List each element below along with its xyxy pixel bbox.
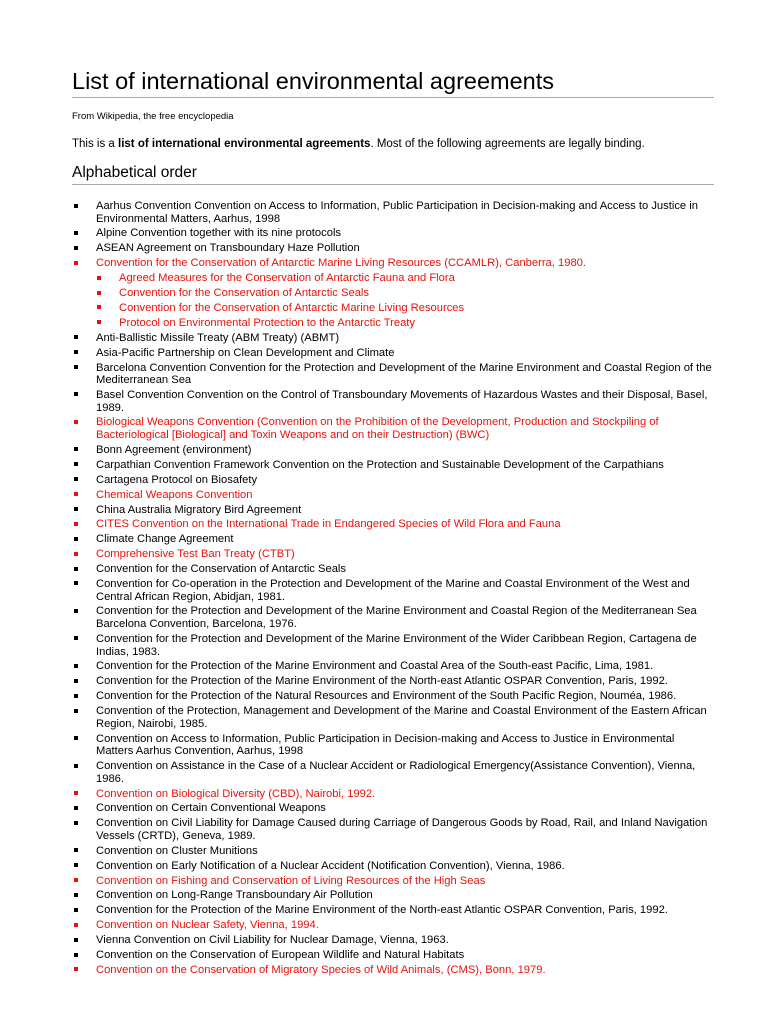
list-item-link[interactable]: Biological Weapons Convention (Convention on the Prohibition of the Development, Production and Stockpiling of Bacteriological [Biological] and Toxin Weapons and on their Destruction) (BWC): [96, 416, 659, 442]
list-item-text: Convention on Early Notification of a Nuclear Accident (Notification Convention), Vienna, 1986.: [96, 859, 565, 872]
list-item-link[interactable]: Comprehensive Test Ban Treaty (CTBT): [96, 548, 295, 561]
list-item-text: Convention of the Protection, Management and Development of the Marine and Coastal Environment of the Eastern African Region, Nairobi, 1985.: [96, 705, 707, 730]
list-item-text: China Australia Migratory Bird Agreement: [96, 503, 302, 516]
list-item-link[interactable]: Convention for the Conservation of Antarctic Seals: [119, 287, 369, 300]
list-item-text: Convention on Civil Liability for Damage Caused during Carriage of Dangerous Goods by Road, Rail, and Inland Navigation Vessels (CRTD), Geneva, 1989.: [96, 817, 708, 842]
list-item-text: Convention for the Protection of the Marine Environment of the North-east Atlantic OSPAR Convention, Paris, 1992.: [96, 675, 668, 688]
intro-bold: list of international environmental agreements: [118, 138, 371, 150]
list-item: [72, 362, 714, 387]
sub-list-item[interactable]: [72, 317, 714, 330]
list-item: [72, 817, 714, 842]
list-item: [72, 845, 714, 858]
square-bullet-icon: [74, 791, 78, 795]
agreement-list: [72, 200, 714, 977]
list-item: [72, 705, 714, 730]
list-item: [72, 802, 714, 815]
square-bullet-icon: [74, 477, 78, 481]
list-item: [72, 242, 714, 255]
sub-list-item[interactable]: [72, 302, 714, 315]
square-bullet-icon: [97, 291, 101, 295]
list-item: [72, 533, 714, 546]
square-bullet-icon: [74, 821, 78, 825]
list-item-text: Convention for the Conservation of Antarctic Seals: [96, 563, 346, 576]
list-item-text: Cartagena Protocol on Biosafety: [96, 473, 258, 486]
list-item[interactable]: [72, 788, 714, 801]
square-bullet-icon: [74, 581, 78, 585]
list-item: [72, 444, 714, 457]
list-item-text: Convention for the Protection and Development of the Marine Environment of the Wider Caribbean Region, Cartagena de Indias, 1983.: [96, 632, 697, 658]
list-item[interactable]: [72, 416, 714, 441]
square-bullet-icon: [74, 736, 78, 740]
square-bullet-icon: [74, 335, 78, 339]
square-bullet-icon: [74, 609, 78, 613]
square-bullet-icon: [74, 246, 78, 250]
list-item-text: ASEAN Agreement on Transboundary Haze Pollution: [96, 242, 360, 255]
sub-list-item[interactable]: [72, 272, 714, 285]
list-item: [72, 332, 714, 345]
square-bullet-icon: [74, 507, 78, 511]
list-item-link[interactable]: Convention on Biological Diversity (CBD), Nairobi, 1992.: [96, 787, 376, 800]
list-item: [72, 459, 714, 472]
square-bullet-icon: [74, 863, 78, 867]
square-bullet-icon: [74, 231, 78, 235]
square-bullet-icon: [74, 462, 78, 466]
list-item: [72, 389, 714, 414]
list-item-text: Carpathian Convention Framework Convention on the Protection and Sustainable Development of the Carpathians: [96, 458, 664, 471]
list-item: [72, 474, 714, 487]
square-bullet-icon: [74, 365, 78, 369]
list-item: [72, 675, 714, 688]
square-bullet-icon: [74, 204, 78, 208]
list-item: [72, 347, 714, 360]
square-bullet-icon: [97, 320, 101, 324]
list-item-link[interactable]: Convention on Fishing and Conservation of Living Resources of the High Seas: [96, 874, 486, 887]
list-item: [72, 904, 714, 917]
list-item-text: Convention for the Protection of the Marine Environment of the North-east Atlantic OSPAR Convention, Paris, 1992.: [96, 904, 668, 917]
list-item-text: Convention for Co-operation in the Protection and Development of the Marine and Coastal Environment of the West and Central African Region, Abidjan, 1981.: [96, 577, 690, 603]
list-item: [72, 860, 714, 873]
list-item-text: Anti-Ballistic Missile Treaty (ABM Treaty) (ABMT): [96, 331, 340, 344]
square-bullet-icon: [74, 636, 78, 640]
intro-paragraph: [72, 137, 714, 152]
square-bullet-icon: [74, 567, 78, 571]
list-item-text: Climate Change Agreement: [96, 533, 234, 546]
list-item-link[interactable]: Convention for the Conservation of Antarctic Marine Living Resources (CCAMLR), Canberra, 1980.: [96, 257, 586, 270]
list-item-link[interactable]: Convention on the Conservation of Migratory Species of Wild Animals, (CMS), Bonn, 1979.: [96, 963, 546, 976]
list-item-text: Convention on Assistance in the Case of a Nuclear Accident or Radiological Emergency(Assistance Convention), Vienna, 1986.: [96, 760, 696, 785]
list-item: [72, 934, 714, 947]
square-bullet-icon: [74, 522, 78, 526]
page-title: List of international environmental agreements: [72, 66, 714, 98]
square-bullet-icon: [74, 908, 78, 912]
list-item-link[interactable]: Protocol on Environmental Protection to the Antarctic Treaty: [119, 316, 415, 329]
list-item: [72, 578, 714, 603]
square-bullet-icon: [74, 848, 78, 852]
list-item-link[interactable]: Agreed Measures for the Conservation of Antarctic Fauna and Flora: [119, 272, 455, 285]
list-item-text: Convention on the Conservation of European Wildlife and Natural Habitats: [96, 949, 465, 962]
list-item[interactable]: [72, 548, 714, 561]
list-item-text: Vienna Convention on Civil Liability for Nuclear Damage, Vienna, 1963.: [96, 934, 449, 947]
square-bullet-icon: [74, 537, 78, 541]
list-item-text: Convention for the Protection and Development of the Marine Environment and Coastal Region of the Mediterranean Sea Barcelona Convention, Barcelona, 1976.: [96, 605, 697, 631]
list-item-text: Basel Convention Convention on the Control of Transboundary Movements of Hazardous Wastes and their Disposal, Basel, 1989.: [96, 388, 708, 414]
list-item: [72, 200, 714, 225]
intro-prefix: This is a: [72, 138, 119, 150]
list-item-text: Aarhus Convention Convention on Access to Information, Public Participation in Decision-making and Access to Justice in Environmental Matters, Aarhus, 1998: [96, 200, 698, 225]
list-item: [72, 760, 714, 785]
square-bullet-icon: [74, 893, 78, 897]
list-item: [72, 949, 714, 962]
list-item-text: Barcelona Convention Convention for the Protection and Development of the Marine Environment and Coastal Region of the Mediterranean Sea: [96, 361, 712, 387]
list-item-text: Convention on Cluster Munitions: [96, 844, 258, 857]
square-bullet-icon: [74, 806, 78, 810]
list-item[interactable]: [72, 257, 714, 270]
list-item: [72, 660, 714, 673]
sub-list-item[interactable]: [72, 287, 714, 300]
list-item-link[interactable]: Convention on Nuclear Safety, Vienna, 1994.: [96, 919, 319, 932]
list-item[interactable]: [72, 875, 714, 888]
list-item: [72, 633, 714, 658]
section-heading: Alphabetical order: [72, 163, 714, 185]
square-bullet-icon: [97, 276, 101, 280]
list-item-text: Alpine Convention together with its nine protocols: [96, 227, 342, 240]
source-tagline: From Wikipedia, the free encyclopedia: [72, 111, 234, 122]
list-item-text: Convention on Access to Information, Public Participation in Decision-making and Access to Justice in Environmental Matters Aarhus Convention, Aarhus, 1998: [96, 732, 675, 758]
list-item[interactable]: [72, 518, 714, 531]
list-item[interactable]: [72, 919, 714, 932]
square-bullet-icon: [97, 305, 101, 309]
square-bullet-icon: [74, 261, 78, 265]
list-item-text: Asia-Pacific Partnership on Clean Development and Climate: [96, 346, 395, 359]
list-item: [72, 563, 714, 576]
square-bullet-icon: [74, 967, 78, 971]
square-bullet-icon: [74, 420, 78, 424]
list-item-text: Bonn Agreement (environment): [96, 443, 252, 456]
square-bullet-icon: [74, 679, 78, 683]
document-page: [72, 66, 714, 979]
square-bullet-icon: [74, 350, 78, 354]
list-item: [72, 889, 714, 902]
intro-suffix: . Most of the following agreements are legally binding.: [370, 138, 645, 150]
square-bullet-icon: [74, 552, 78, 556]
list-item-link[interactable]: Chemical Weapons Convention: [96, 488, 253, 501]
list-item: [72, 227, 714, 240]
square-bullet-icon: [74, 664, 78, 668]
list-item-link[interactable]: Convention for the Conservation of Antarctic Marine Living Resources: [119, 301, 465, 314]
list-item: [72, 733, 714, 758]
square-bullet-icon: [74, 878, 78, 882]
square-bullet-icon: [74, 938, 78, 942]
square-bullet-icon: [74, 923, 78, 927]
square-bullet-icon: [74, 764, 78, 768]
list-item[interactable]: [72, 489, 714, 502]
square-bullet-icon: [74, 709, 78, 713]
list-item[interactable]: [72, 964, 714, 977]
list-item: [72, 504, 714, 517]
square-bullet-icon: [74, 447, 78, 451]
list-item-link[interactable]: CITES Convention on the International Trade in Endangered Species of Wild Flora and Fauna: [96, 518, 561, 531]
list-item-text: Convention on Long-Range Transboundary Air Pollution: [96, 889, 373, 902]
square-bullet-icon: [74, 694, 78, 698]
list-item-text: Convention for the Protection of the Marine Environment and Coastal Area of the South-east Pacific, Lima, 1981.: [96, 660, 654, 673]
list-item-text: Convention on Certain Conventional Weapons: [96, 802, 326, 815]
square-bullet-icon: [74, 492, 78, 496]
square-bullet-icon: [74, 953, 78, 957]
square-bullet-icon: [74, 392, 78, 396]
list-item: [72, 605, 714, 630]
list-item-text: Convention for the Protection of the Natural Resources and Environment of the South Pacific Region, Nouméa, 1986.: [96, 690, 677, 703]
list-item: [72, 690, 714, 703]
